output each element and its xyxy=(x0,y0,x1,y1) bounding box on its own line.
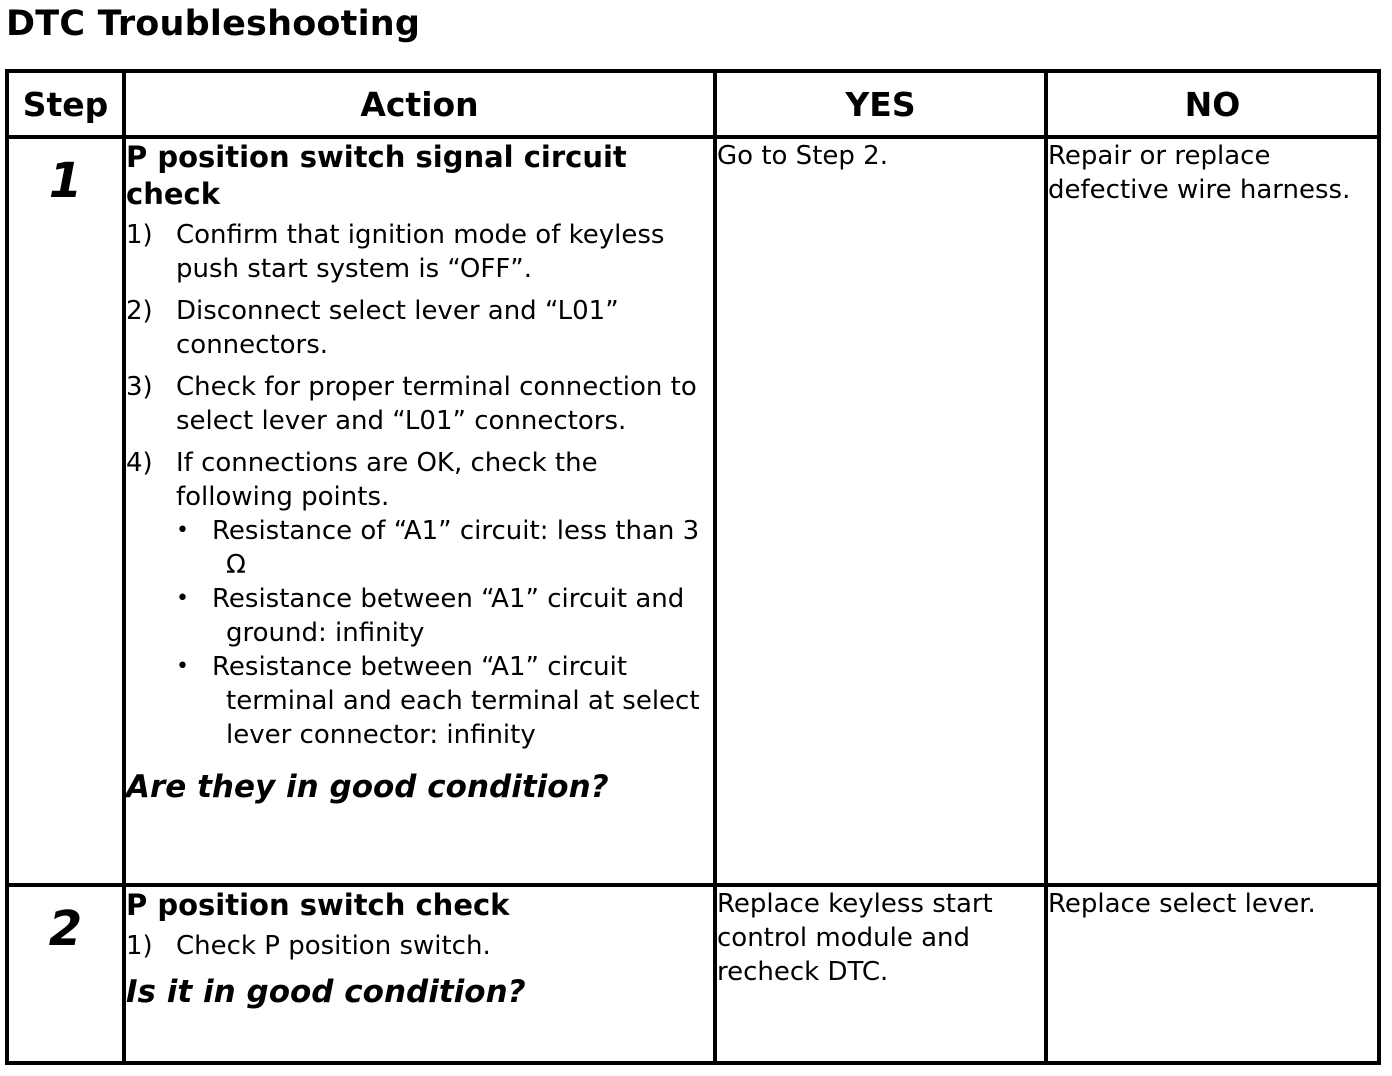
instruction-number: 1) xyxy=(126,931,153,961)
check-point-text: Resistance between “A1” circuit and ground: infinity xyxy=(212,584,685,648)
instruction-text: Check for proper terminal connection to select lever and “L01” connectors. xyxy=(176,372,697,436)
check-point-text: Resistance of “A1” circuit: less than 3 Ω xyxy=(212,516,700,580)
troubleshooting-table xyxy=(5,69,1381,1065)
table-row xyxy=(7,137,1379,885)
check-point-item xyxy=(176,514,713,582)
instruction-item xyxy=(126,929,713,963)
check-point-list xyxy=(176,514,713,752)
instruction-text: Check P position switch. xyxy=(176,931,491,961)
instruction-item xyxy=(126,370,713,438)
step-cell xyxy=(7,885,124,1063)
action-question: Are they in good condition? xyxy=(126,769,609,805)
instruction-text: Disconnect select lever and “L01” connectors. xyxy=(176,296,619,360)
instruction-list xyxy=(126,929,713,963)
action-cell xyxy=(124,137,715,885)
action-title: P position switch signal circuit check xyxy=(126,140,627,211)
table-row xyxy=(7,885,1379,1063)
instruction-text: If connections are OK, check the following points. xyxy=(176,448,598,512)
yes-cell: Replace keyless start control module and recheck DTC. xyxy=(715,885,1046,1063)
step-cell xyxy=(7,137,124,885)
instruction-number: 3) xyxy=(126,372,153,402)
page-title: DTC Troubleshooting xyxy=(6,4,421,44)
check-point-text: Resistance between “A1” circuit terminal and each terminal at select lever connector: infinity xyxy=(212,652,700,750)
action-title: P position switch check xyxy=(126,888,510,922)
instruction-number: 4) xyxy=(126,448,153,478)
no-cell: Repair or replace defective wire harness. xyxy=(1046,137,1379,885)
action-question: Is it in good condition? xyxy=(126,974,526,1010)
column-header-no: NO xyxy=(1046,71,1379,137)
table-header-row xyxy=(7,71,1379,137)
instruction-item xyxy=(126,446,713,752)
instruction-item xyxy=(126,218,713,286)
instruction-number: 2) xyxy=(126,296,153,326)
yes-cell: Go to Step 2. xyxy=(715,137,1046,885)
bullet-icon: • xyxy=(176,654,189,679)
bullet-icon: • xyxy=(176,586,189,611)
no-cell: Replace select lever. xyxy=(1046,885,1379,1063)
step-number: 2 xyxy=(48,901,83,957)
check-point-item xyxy=(176,650,713,752)
instruction-list xyxy=(126,218,713,752)
column-header-yes: YES xyxy=(715,71,1046,137)
instruction-item xyxy=(126,294,713,362)
action-cell xyxy=(124,885,715,1063)
column-header-step: Step xyxy=(7,71,124,137)
bullet-icon: • xyxy=(176,518,189,543)
step-number: 1 xyxy=(48,153,83,209)
column-header-action: Action xyxy=(124,71,715,137)
check-point-item xyxy=(176,582,713,650)
instruction-text: Confirm that ignition mode of keyless push start system is “OFF”. xyxy=(176,220,665,284)
instruction-number: 1) xyxy=(126,220,153,250)
